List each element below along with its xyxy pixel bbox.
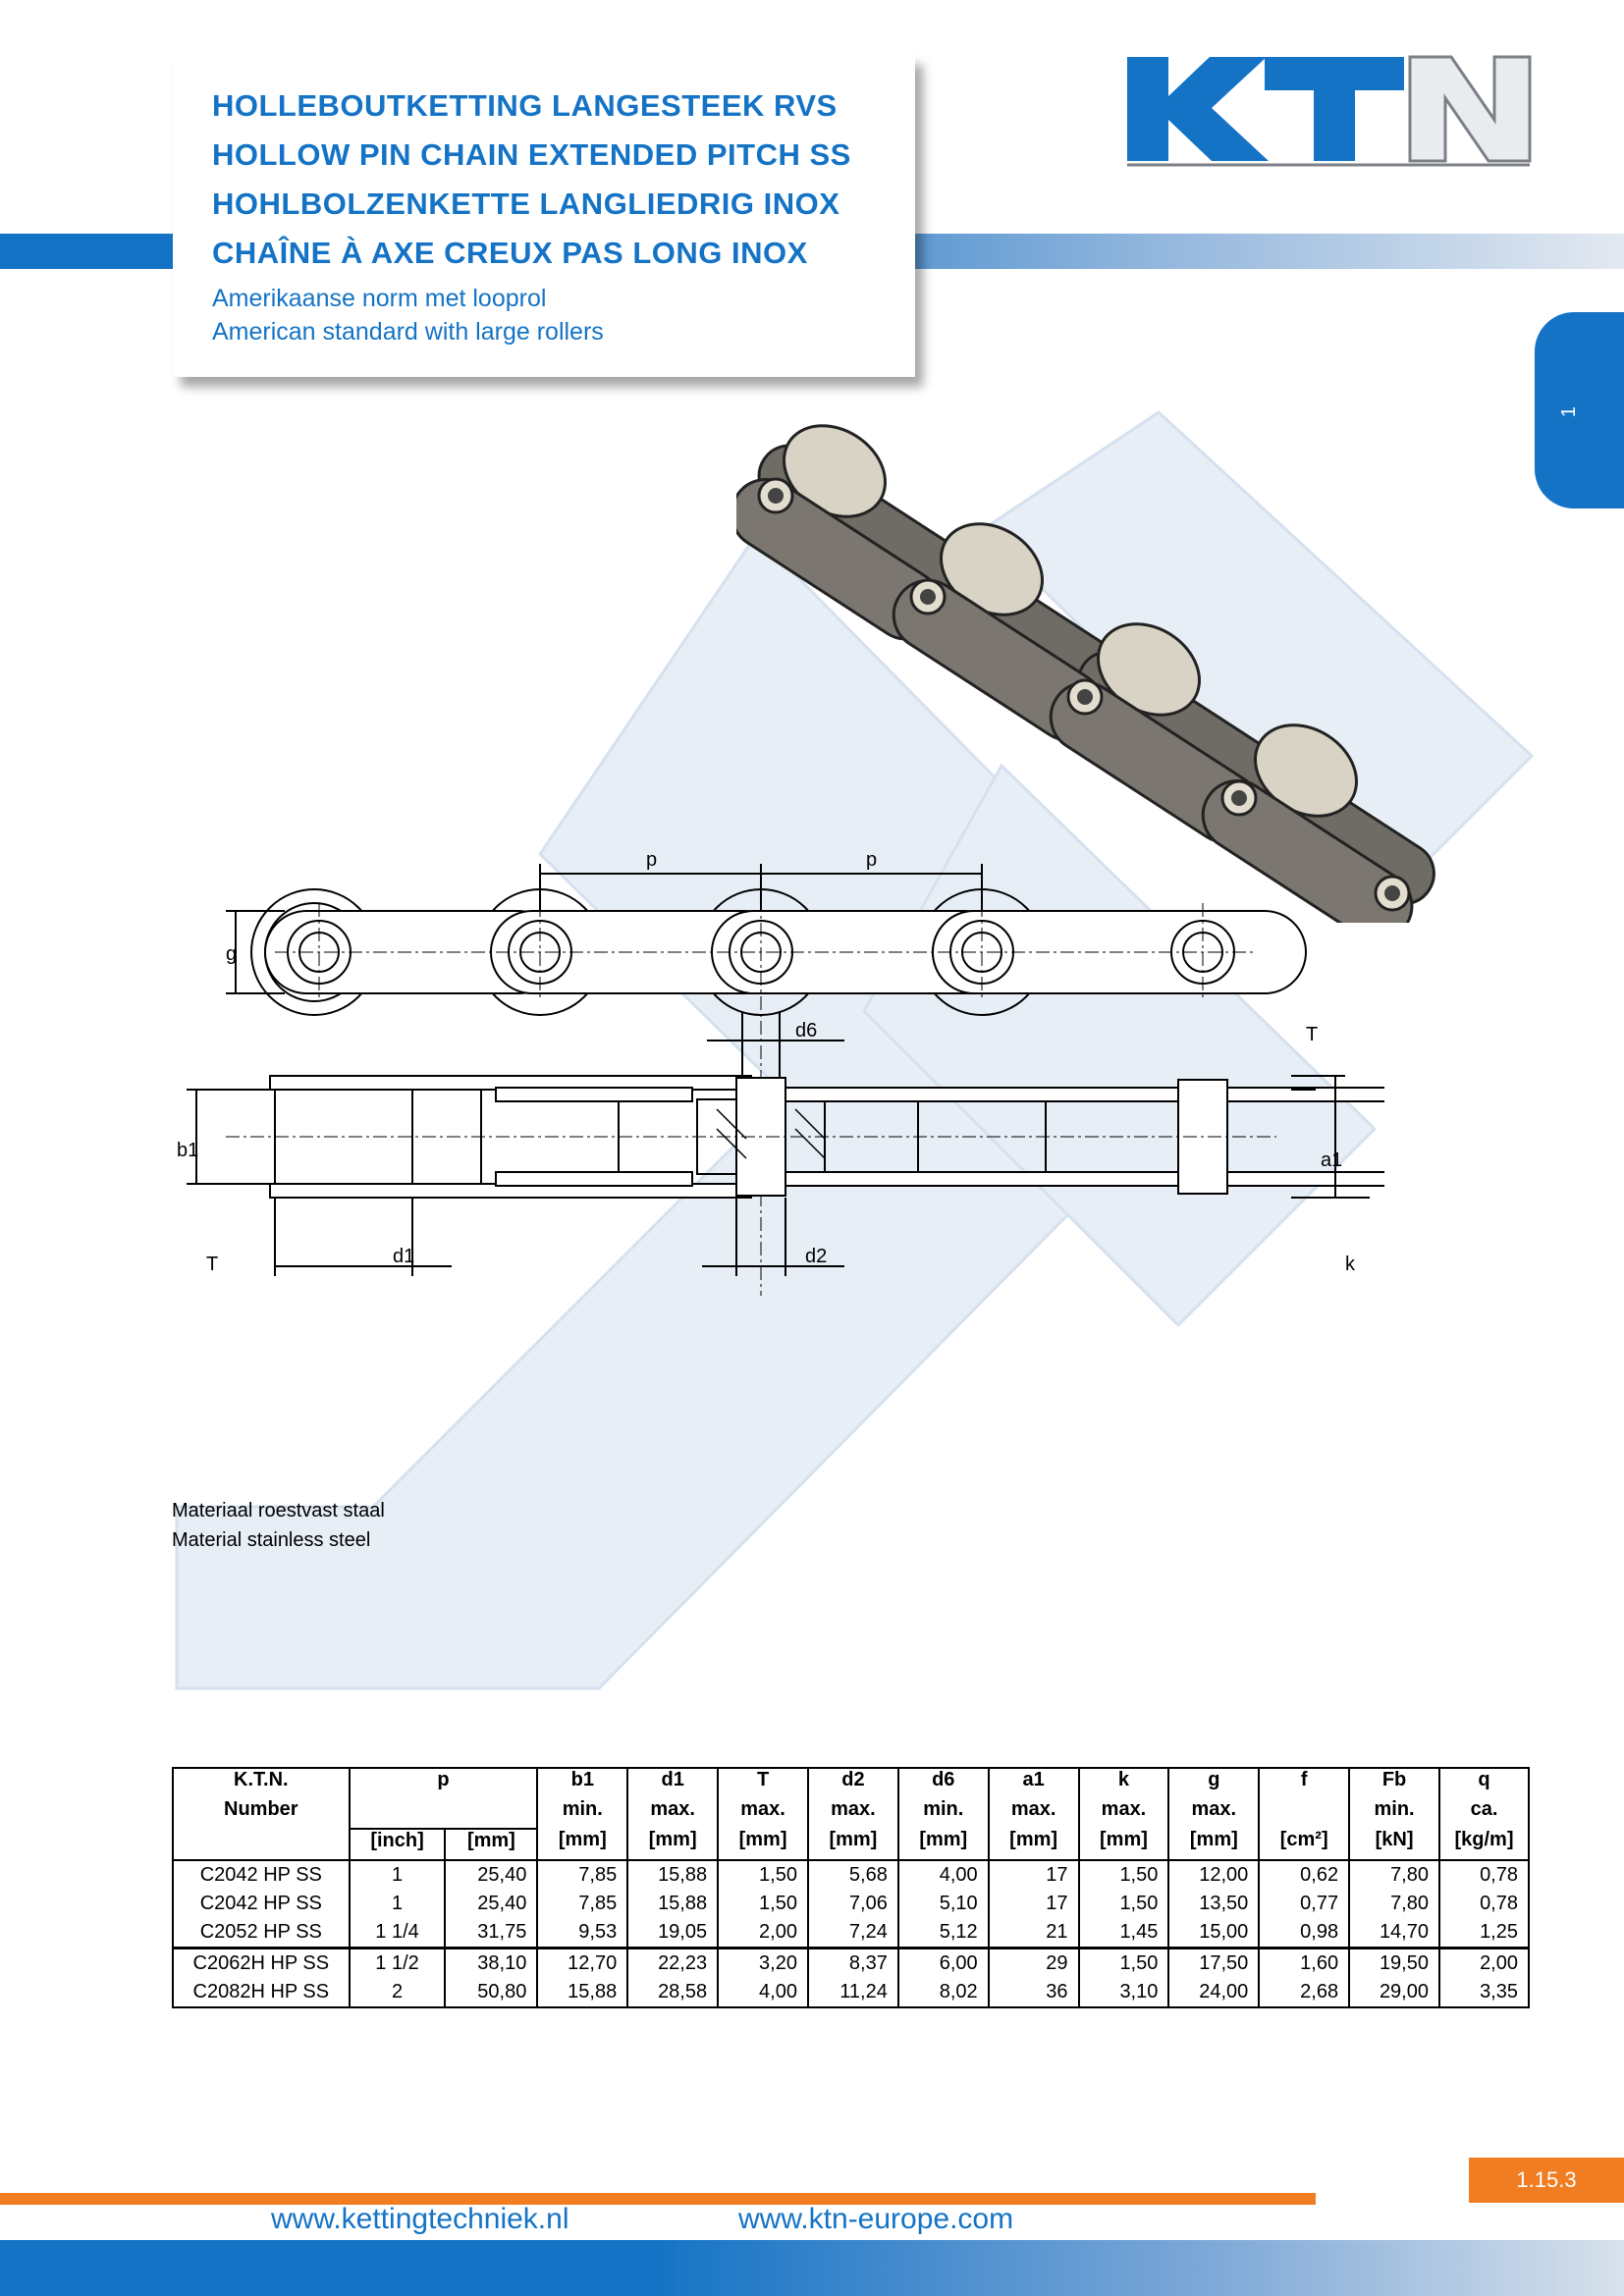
table-cell: 17 bbox=[989, 1860, 1079, 1890]
th-a1: a1 bbox=[989, 1768, 1079, 1798]
th-q-unit: [kg/m] bbox=[1439, 1829, 1529, 1860]
th-g-q: max. bbox=[1168, 1798, 1259, 1829]
table-cell: 7,24 bbox=[808, 1918, 898, 1949]
table-cell: 5,10 bbox=[898, 1890, 989, 1918]
table-row bbox=[173, 1918, 1529, 1949]
th-a1-q: max. bbox=[989, 1798, 1079, 1829]
table-cell: 1,50 bbox=[1079, 1949, 1169, 1979]
table-cell: 1 1/4 bbox=[350, 1918, 446, 1949]
table-cell: 13,50 bbox=[1168, 1890, 1259, 1918]
table-cell: 3,35 bbox=[1439, 1978, 1529, 2007]
table-cell: 0,78 bbox=[1439, 1860, 1529, 1890]
table-cell: 7,80 bbox=[1349, 1890, 1439, 1918]
table-cell: 3,20 bbox=[718, 1949, 808, 1979]
table-cell: 0,62 bbox=[1259, 1860, 1349, 1890]
th-p-spacer bbox=[350, 1798, 538, 1829]
table-cell: 0,98 bbox=[1259, 1918, 1349, 1949]
table-cell: 1,60 bbox=[1259, 1949, 1349, 1979]
table-cell: 3,10 bbox=[1079, 1978, 1169, 2007]
th-q: q bbox=[1439, 1768, 1529, 1798]
dim-label-a1: a1 bbox=[1321, 1149, 1343, 1171]
th-ktn-spacer bbox=[173, 1829, 350, 1860]
th-k: k bbox=[1079, 1768, 1169, 1798]
page-number: 1.15.3 bbox=[1469, 2158, 1624, 2203]
th-d1: d1 bbox=[627, 1768, 718, 1798]
table-cell: 19,05 bbox=[627, 1918, 718, 1949]
cell-chain-number: C2052 HP SS bbox=[173, 1918, 350, 1949]
table-cell: 1 1/2 bbox=[350, 1949, 446, 1979]
table-cell: 7,80 bbox=[1349, 1860, 1439, 1890]
th-d6-q: min. bbox=[898, 1798, 989, 1829]
table-cell: 25,40 bbox=[445, 1890, 537, 1918]
table-cell: 50,80 bbox=[445, 1978, 537, 2007]
table-cell: 1 bbox=[350, 1890, 446, 1918]
th-d1-unit: [mm] bbox=[627, 1829, 718, 1860]
dim-label-t-bottom: T bbox=[206, 1254, 219, 1275]
subtitle-en: American standard with large rollers bbox=[212, 318, 604, 346]
table-cell: 8,37 bbox=[808, 1949, 898, 1979]
table-cell: 8,02 bbox=[898, 1978, 989, 2007]
table-cell: 15,88 bbox=[537, 1978, 627, 2007]
table-cell: 0,77 bbox=[1259, 1890, 1349, 1918]
table-cell: 28,58 bbox=[627, 1978, 718, 2007]
table-cell: 0,78 bbox=[1439, 1890, 1529, 1918]
table-cell: 25,40 bbox=[445, 1860, 537, 1890]
footer-link-kettingtechniek[interactable]: www.kettingtechniek.nl bbox=[271, 2203, 569, 2235]
table-cell: 1,25 bbox=[1439, 1918, 1529, 1949]
th-f-unit: [cm²] bbox=[1259, 1829, 1349, 1860]
th-fb: Fb bbox=[1349, 1768, 1439, 1798]
th-q-q: ca. bbox=[1439, 1798, 1529, 1829]
table-cell: 36 bbox=[989, 1978, 1079, 2007]
table-cell: 1,50 bbox=[718, 1860, 808, 1890]
th-t: T bbox=[718, 1768, 808, 1798]
th-p-inch: [inch] bbox=[350, 1829, 446, 1860]
spec-table-body bbox=[173, 1860, 1529, 2007]
spec-table bbox=[172, 1767, 1530, 2008]
th-f: f bbox=[1259, 1768, 1349, 1798]
subtitle-nl: Amerikaanse norm met looprol bbox=[212, 285, 547, 312]
footer-band bbox=[0, 2240, 1624, 2296]
table-cell: 2,00 bbox=[718, 1918, 808, 1949]
dim-label-b1: b1 bbox=[177, 1140, 199, 1161]
table-cell: 2,68 bbox=[1259, 1978, 1349, 2007]
ktn-logo bbox=[1119, 51, 1537, 169]
table-row bbox=[173, 1860, 1529, 1890]
th-d2-unit: [mm] bbox=[808, 1829, 898, 1860]
dim-label-d1: d1 bbox=[393, 1246, 415, 1267]
table-cell: 1 bbox=[350, 1860, 446, 1890]
th-k-q: max. bbox=[1079, 1798, 1169, 1829]
table-cell: 15,88 bbox=[627, 1860, 718, 1890]
table-cell: 5,68 bbox=[808, 1860, 898, 1890]
footer-orange-line bbox=[0, 2193, 1316, 2205]
th-fb-unit: [kN] bbox=[1349, 1829, 1439, 1860]
table-cell: 24,00 bbox=[1168, 1978, 1259, 2007]
chapter-tab-label: 1 bbox=[1558, 405, 1581, 418]
table-cell: 29 bbox=[989, 1949, 1079, 1979]
th-b1-q: min. bbox=[537, 1798, 627, 1829]
dim-label-d2: d2 bbox=[805, 1246, 828, 1267]
table-cell: 7,06 bbox=[808, 1890, 898, 1918]
table-cell: 38,10 bbox=[445, 1949, 537, 1979]
table-cell: 17,50 bbox=[1168, 1949, 1259, 1979]
table-cell: 14,70 bbox=[1349, 1918, 1439, 1949]
th-p: p bbox=[350, 1768, 538, 1798]
table-cell: 12,70 bbox=[537, 1949, 627, 1979]
table-cell: 29,00 bbox=[1349, 1978, 1439, 2007]
table-cell: 2,00 bbox=[1439, 1949, 1529, 1979]
material-nl: Materiaal roestvast staal bbox=[172, 1500, 385, 1522]
table-cell: 4,00 bbox=[898, 1860, 989, 1890]
table-row bbox=[173, 1949, 1529, 1979]
title-fr: CHAÎNE À AXE CREUX PAS LONG INOX bbox=[212, 236, 808, 270]
table-cell: 7,85 bbox=[537, 1860, 627, 1890]
dim-label-t-top: T bbox=[1306, 1024, 1319, 1045]
table-cell: 1,50 bbox=[1079, 1890, 1169, 1918]
th-b1: b1 bbox=[537, 1768, 627, 1798]
th-fb-q: min. bbox=[1349, 1798, 1439, 1829]
cell-chain-number: C2042 HP SS bbox=[173, 1860, 350, 1890]
table-cell: 12,00 bbox=[1168, 1860, 1259, 1890]
dim-label-k: k bbox=[1345, 1254, 1355, 1275]
table-cell: 21 bbox=[989, 1918, 1079, 1949]
th-g: g bbox=[1168, 1768, 1259, 1798]
dim-label-d6: d6 bbox=[795, 1020, 818, 1041]
dim-label-p2: p bbox=[866, 849, 878, 871]
th-a1-unit: [mm] bbox=[989, 1829, 1079, 1860]
table-row bbox=[173, 1890, 1529, 1918]
title-en: HOLLOW PIN CHAIN EXTENDED PITCH SS bbox=[212, 137, 851, 172]
material-en: Material stainless steel bbox=[172, 1529, 371, 1551]
th-d2: d2 bbox=[808, 1768, 898, 1798]
title-box bbox=[173, 55, 915, 377]
table-cell: 9,53 bbox=[537, 1918, 627, 1949]
th-g-unit: [mm] bbox=[1168, 1829, 1259, 1860]
th-b1-unit: [mm] bbox=[537, 1829, 627, 1860]
table-cell: 11,24 bbox=[808, 1978, 898, 2007]
table-cell: 22,23 bbox=[627, 1949, 718, 1979]
technical-drawing bbox=[167, 844, 1384, 1296]
dim-label-g: g bbox=[226, 943, 238, 965]
dim-label-p1: p bbox=[646, 849, 658, 871]
table-cell: 31,75 bbox=[445, 1918, 537, 1949]
cell-chain-number: C2042 HP SS bbox=[173, 1890, 350, 1918]
cell-chain-number: C2062H HP SS bbox=[173, 1949, 350, 1979]
footer-link-ktn-europe[interactable]: www.ktn-europe.com bbox=[738, 2203, 1014, 2235]
table-cell: 15,88 bbox=[627, 1890, 718, 1918]
table-cell: 4,00 bbox=[718, 1978, 808, 2007]
table-cell: 17 bbox=[989, 1890, 1079, 1918]
title-de: HOHLBOLZENKETTE LANGLIEDRIG INOX bbox=[212, 187, 840, 221]
table-cell: 2 bbox=[350, 1978, 446, 2007]
th-ktn: K.T.N. bbox=[173, 1768, 350, 1798]
th-t-q: max. bbox=[718, 1798, 808, 1829]
table-cell: 19,50 bbox=[1349, 1949, 1439, 1979]
table-cell: 1,50 bbox=[1079, 1860, 1169, 1890]
th-f-q bbox=[1259, 1798, 1349, 1829]
chapter-tab[interactable] bbox=[1535, 312, 1624, 508]
th-p-mm: [mm] bbox=[445, 1829, 537, 1860]
th-d6-unit: [mm] bbox=[898, 1829, 989, 1860]
table-cell: 6,00 bbox=[898, 1949, 989, 1979]
table-cell: 7,85 bbox=[537, 1890, 627, 1918]
cell-chain-number: C2082H HP SS bbox=[173, 1978, 350, 2007]
th-d6: d6 bbox=[898, 1768, 989, 1798]
th-d1-q: max. bbox=[627, 1798, 718, 1829]
table-cell: 5,12 bbox=[898, 1918, 989, 1949]
th-d2-q: max. bbox=[808, 1798, 898, 1829]
th-t-unit: [mm] bbox=[718, 1829, 808, 1860]
table-cell: 1,50 bbox=[718, 1890, 808, 1918]
title-nl: HOLLEBOUTKETTING LANGESTEEK RVS bbox=[212, 88, 838, 123]
table-row bbox=[173, 1978, 1529, 2007]
th-ktn-number: Number bbox=[173, 1798, 350, 1829]
th-k-unit: [mm] bbox=[1079, 1829, 1169, 1860]
table-cell: 1,45 bbox=[1079, 1918, 1169, 1949]
table-cell: 15,00 bbox=[1168, 1918, 1259, 1949]
